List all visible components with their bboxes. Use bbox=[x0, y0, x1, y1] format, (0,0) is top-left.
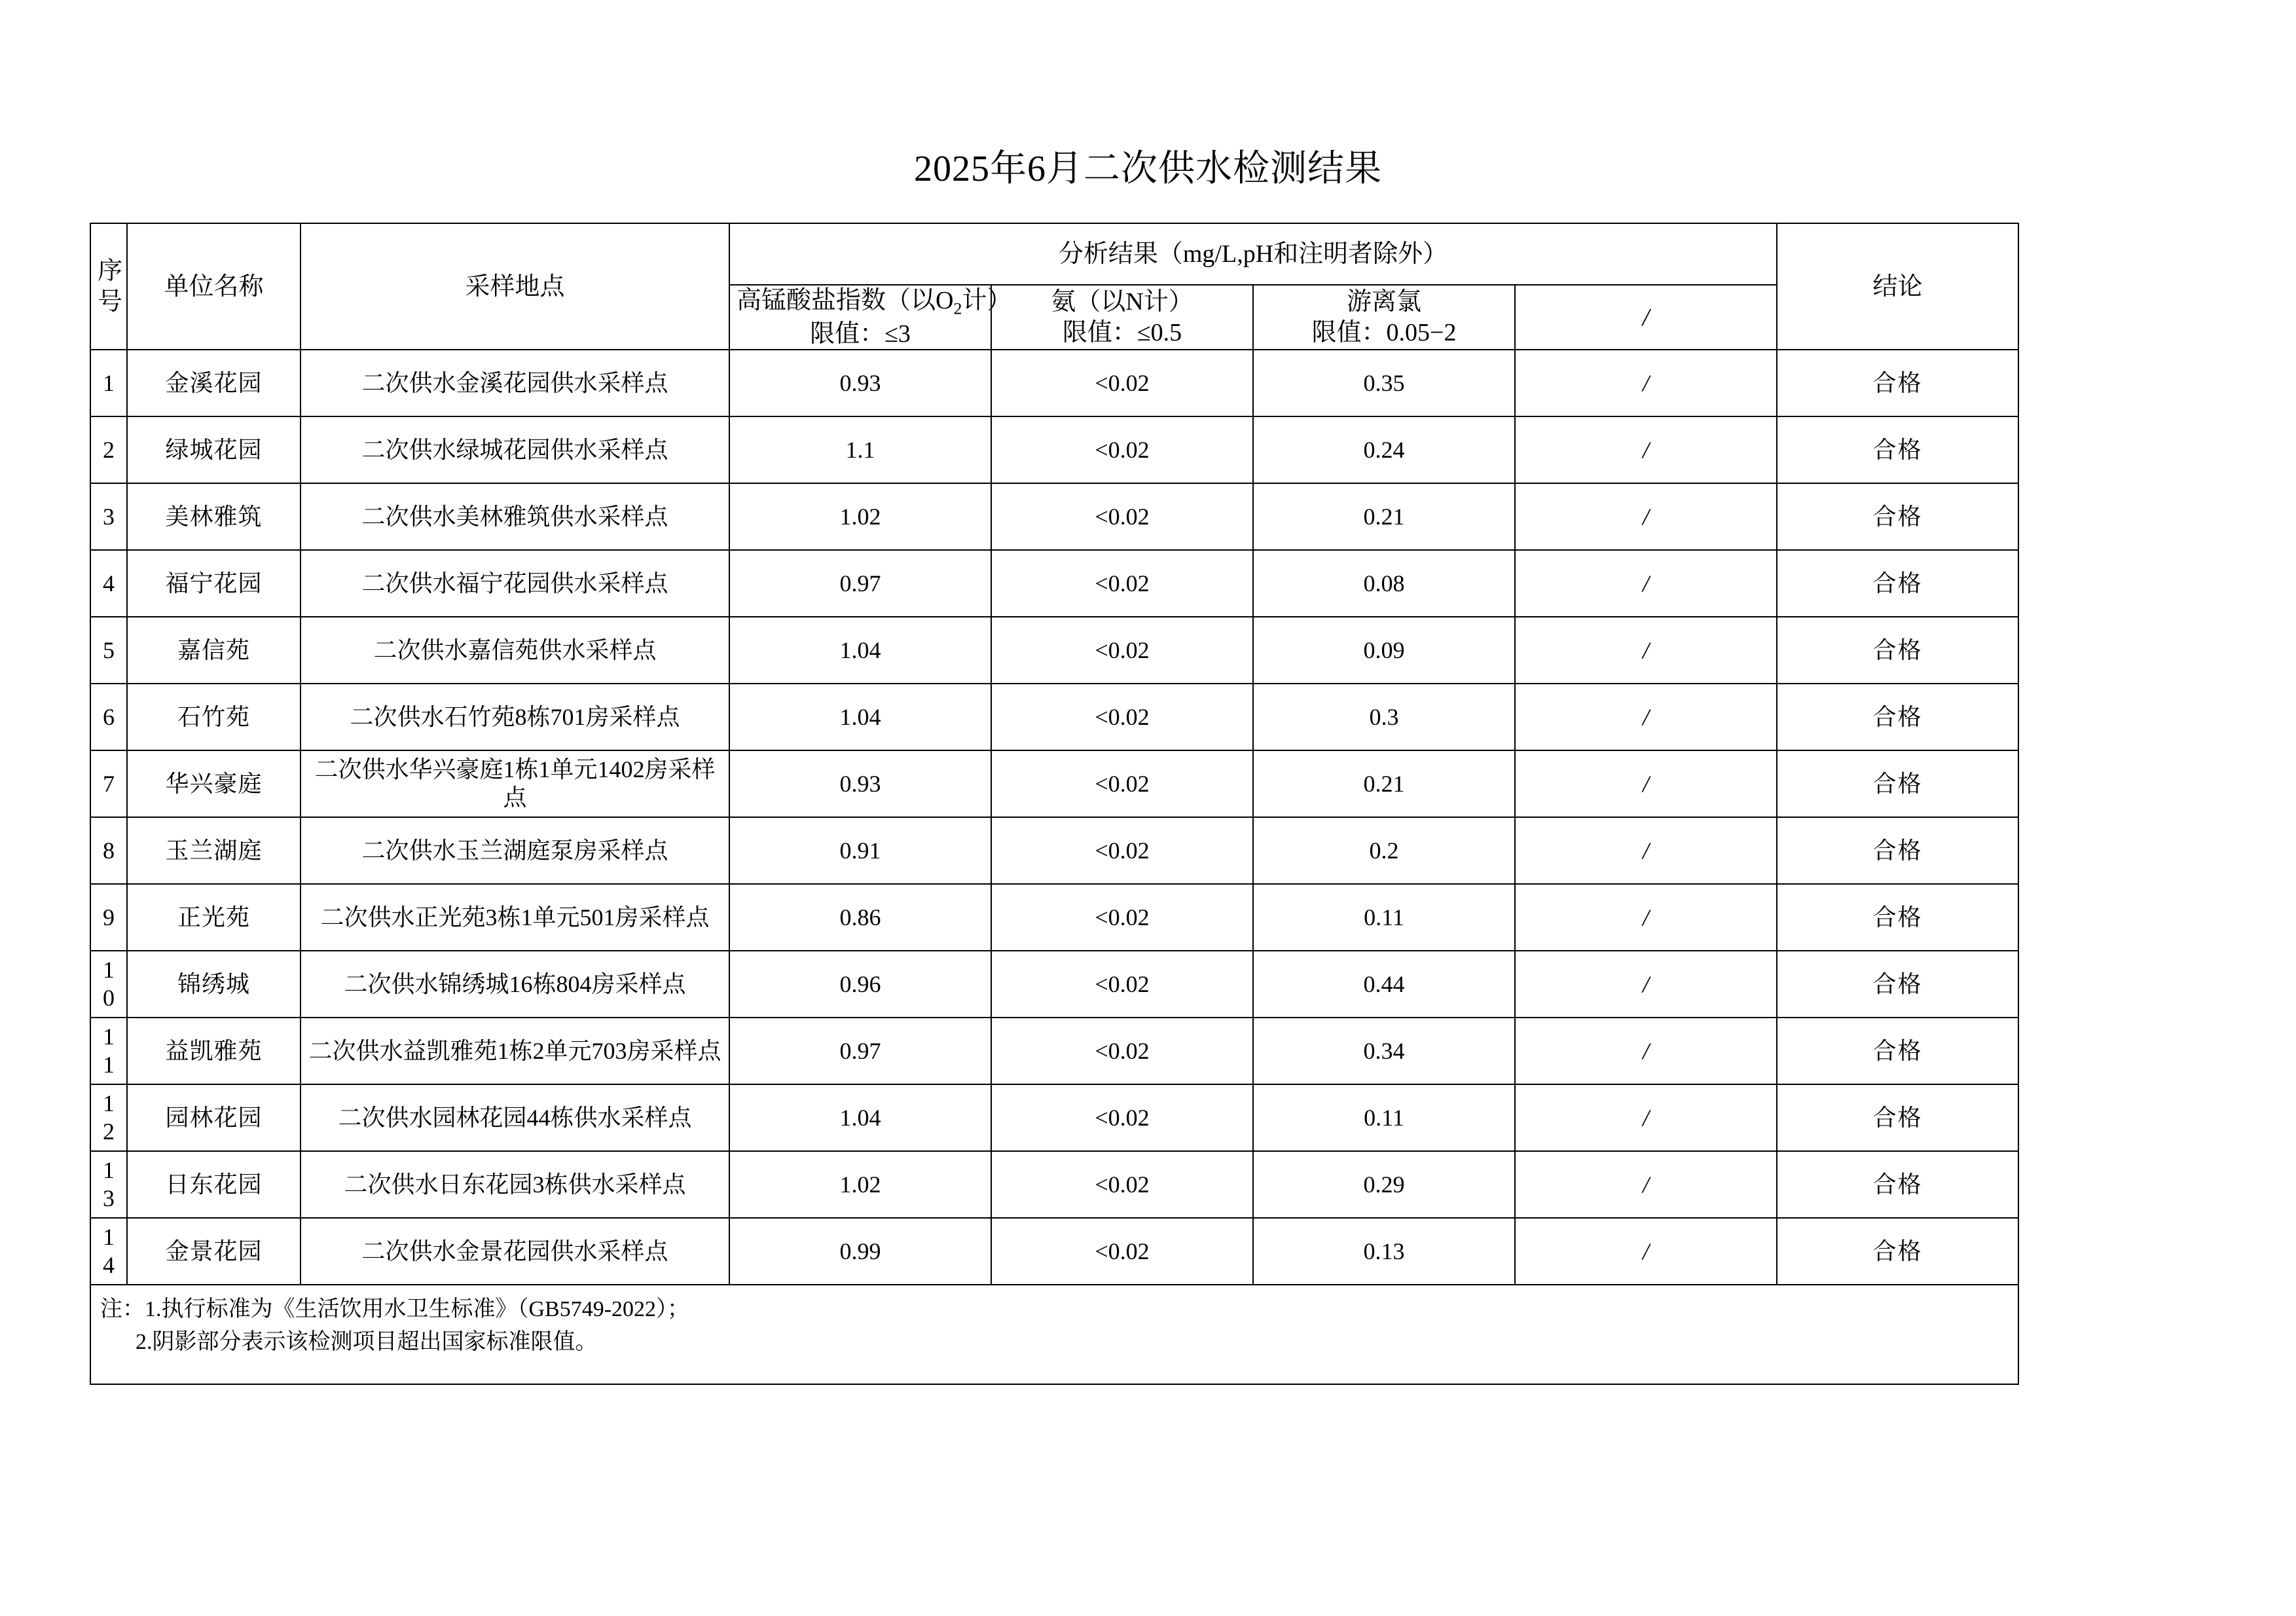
table-row bbox=[90, 684, 2018, 750]
cell-sampling-site: 二次供水嘉信苑供水采样点 bbox=[301, 617, 729, 684]
cell-unused: / bbox=[1515, 350, 1777, 416]
cell-sampling-site: 二次供水益凯雅苑1栋2单元703房采样点 bbox=[301, 1018, 729, 1084]
cell-ammonia: <0.02 bbox=[991, 1218, 1253, 1285]
cell-conclusion: 合格 bbox=[1777, 1151, 2018, 1218]
cell-sampling-site: 二次供水美林雅筑供水采样点 bbox=[301, 483, 729, 550]
cell-unit-name: 嘉信苑 bbox=[127, 617, 301, 684]
cell-permanganate: 0.97 bbox=[729, 550, 991, 617]
cell-conclusion: 合格 bbox=[1777, 416, 2018, 483]
cell-unused: / bbox=[1515, 1218, 1777, 1285]
cell-unit-name: 福宁花园 bbox=[127, 550, 301, 617]
cell-unused: / bbox=[1515, 617, 1777, 684]
cell-ammonia: <0.02 bbox=[991, 483, 1253, 550]
cell-unit-name: 华兴豪庭 bbox=[127, 750, 301, 817]
table-row bbox=[90, 483, 2018, 550]
free-chlorine-label: 游离氯 bbox=[1346, 288, 1421, 316]
cell-free-chlorine: 0.09 bbox=[1253, 617, 1515, 684]
cell-conclusion: 合格 bbox=[1777, 951, 2018, 1018]
cell-unit-name: 绿城花园 bbox=[127, 416, 301, 483]
free-chlorine-limit: 限值：0.05−2 bbox=[1311, 318, 1457, 346]
table-row bbox=[90, 1018, 2018, 1084]
column-header-analysis-results-group: 分析结果（mg/L,pH和注明者除外） bbox=[729, 223, 1777, 285]
table-header-row-top bbox=[90, 223, 2018, 285]
cell-permanganate: 0.91 bbox=[729, 817, 991, 884]
table-row bbox=[90, 750, 2018, 817]
cell-sampling-site: 二次供水锦绣城16栋804房采样点 bbox=[301, 951, 729, 1018]
cell-ammonia: <0.02 bbox=[991, 884, 1253, 951]
cell-sampling-site: 二次供水石竹苑8栋701房采样点 bbox=[301, 684, 729, 750]
cell-sampling-site: 二次供水福宁花园供水采样点 bbox=[301, 550, 729, 617]
ammonia-limit: 限值：≤0.5 bbox=[1062, 318, 1182, 346]
cell-free-chlorine: 0.21 bbox=[1253, 483, 1515, 550]
cell-unit-name: 金景花园 bbox=[127, 1218, 301, 1285]
results-table-container bbox=[90, 223, 2018, 1385]
cell-conclusion: 合格 bbox=[1777, 550, 2018, 617]
cell-sampling-site: 二次供水金溪花园供水采样点 bbox=[301, 350, 729, 416]
cell-permanganate: 1.02 bbox=[729, 1151, 991, 1218]
cell-sampling-site: 二次供水玉兰湖庭泵房采样点 bbox=[301, 817, 729, 884]
cell-unused: / bbox=[1515, 1151, 1777, 1218]
cell-ammonia: <0.02 bbox=[991, 684, 1253, 750]
table-header bbox=[90, 223, 2018, 350]
cell-ammonia: <0.02 bbox=[991, 1151, 1253, 1218]
cell-free-chlorine: 0.35 bbox=[1253, 350, 1515, 416]
cell-sequence: 9 bbox=[90, 884, 127, 951]
cell-free-chlorine: 0.11 bbox=[1253, 884, 1515, 951]
cell-conclusion: 合格 bbox=[1777, 684, 2018, 750]
column-header-unused-parameter: / bbox=[1515, 285, 1777, 350]
column-header-unit-name: 单位名称 bbox=[127, 223, 301, 350]
cell-free-chlorine: 0.11 bbox=[1253, 1084, 1515, 1151]
cell-unit-name: 日东花园 bbox=[127, 1151, 301, 1218]
cell-conclusion: 合格 bbox=[1777, 884, 2018, 951]
cell-conclusion: 合格 bbox=[1777, 483, 2018, 550]
cell-permanganate: 1.02 bbox=[729, 483, 991, 550]
cell-sequence: 1 bbox=[90, 350, 127, 416]
table-row bbox=[90, 350, 2018, 416]
cell-sequence: 4 bbox=[90, 550, 127, 617]
cell-sequence: 5 bbox=[90, 617, 127, 684]
permanganate-label-head: 高锰酸盐指数（以O bbox=[737, 287, 954, 314]
column-header-ammonia bbox=[991, 285, 1253, 350]
table-body bbox=[90, 350, 2018, 1384]
cell-unused: / bbox=[1515, 750, 1777, 817]
cell-permanganate: 0.97 bbox=[729, 1018, 991, 1084]
table-row bbox=[90, 617, 2018, 684]
ammonia-label: 氨（以N计） bbox=[1051, 288, 1194, 316]
cell-conclusion: 合格 bbox=[1777, 1218, 2018, 1285]
cell-sequence: 12 bbox=[90, 1084, 127, 1151]
note-line-shading: 2.阴影部分表示该检测项目超出国家标准限值。 bbox=[136, 1329, 598, 1354]
cell-unused: / bbox=[1515, 884, 1777, 951]
cell-ammonia: <0.02 bbox=[991, 750, 1253, 817]
note-line-standard: 注：1.执行标准为《生活饮用水卫生标准》（GB5749-2022）； bbox=[100, 1297, 690, 1322]
cell-unit-name: 石竹苑 bbox=[127, 684, 301, 750]
cell-sampling-site: 二次供水华兴豪庭1栋1单元1402房采样点 bbox=[301, 750, 729, 817]
cell-conclusion: 合格 bbox=[1777, 1018, 2018, 1084]
permanganate-label-tail: 计） bbox=[962, 287, 1012, 314]
cell-unused: / bbox=[1515, 483, 1777, 550]
column-header-permanganate-index bbox=[729, 285, 1012, 350]
cell-conclusion: 合格 bbox=[1777, 750, 2018, 817]
cell-sampling-site: 二次供水园林花园44栋供水采样点 bbox=[301, 1084, 729, 1151]
cell-sampling-site: 二次供水绿城花园供水采样点 bbox=[301, 416, 729, 483]
cell-ammonia: <0.02 bbox=[991, 617, 1253, 684]
cell-free-chlorine: 0.13 bbox=[1253, 1218, 1515, 1285]
cell-sequence: 3 bbox=[90, 483, 127, 550]
cell-ammonia: <0.02 bbox=[991, 416, 1253, 483]
cell-free-chlorine: 0.24 bbox=[1253, 416, 1515, 483]
cell-ammonia: <0.02 bbox=[991, 350, 1253, 416]
cell-unit-name: 美林雅筑 bbox=[127, 483, 301, 550]
cell-sequence: 14 bbox=[90, 1218, 127, 1285]
cell-sequence: 6 bbox=[90, 684, 127, 750]
cell-unused: / bbox=[1515, 1018, 1777, 1084]
cell-unit-name: 玉兰湖庭 bbox=[127, 817, 301, 884]
cell-unit-name: 金溪花园 bbox=[127, 350, 301, 416]
table-row bbox=[90, 951, 2018, 1018]
cell-unit-name: 园林花园 bbox=[127, 1084, 301, 1151]
cell-conclusion: 合格 bbox=[1777, 1084, 2018, 1151]
table-row bbox=[90, 817, 2018, 884]
cell-free-chlorine: 0.2 bbox=[1253, 817, 1515, 884]
cell-permanganate: 1.1 bbox=[729, 416, 991, 483]
table-row bbox=[90, 1084, 2018, 1151]
permanganate-limit: 限值：≤3 bbox=[810, 320, 911, 348]
column-header-sampling-site: 采样地点 bbox=[301, 223, 729, 350]
cell-sequence: 2 bbox=[90, 416, 127, 483]
water-quality-results-table bbox=[90, 223, 2019, 1385]
cell-unit-name: 正光苑 bbox=[127, 884, 301, 951]
cell-free-chlorine: 0.29 bbox=[1253, 1151, 1515, 1218]
table-row bbox=[90, 1151, 2018, 1218]
cell-conclusion: 合格 bbox=[1777, 617, 2018, 684]
cell-ammonia: <0.02 bbox=[991, 817, 1253, 884]
table-row bbox=[90, 416, 2018, 483]
cell-free-chlorine: 0.21 bbox=[1253, 750, 1515, 817]
cell-unused: / bbox=[1515, 817, 1777, 884]
cell-conclusion: 合格 bbox=[1777, 350, 2018, 416]
cell-permanganate: 1.04 bbox=[729, 1084, 991, 1151]
cell-sequence: 11 bbox=[90, 1018, 127, 1084]
cell-unused: / bbox=[1515, 951, 1777, 1018]
cell-ammonia: <0.02 bbox=[991, 951, 1253, 1018]
cell-permanganate: 0.96 bbox=[729, 951, 991, 1018]
cell-ammonia: <0.02 bbox=[991, 1018, 1253, 1084]
cell-sequence: 8 bbox=[90, 817, 127, 884]
table-row bbox=[90, 550, 2018, 617]
cell-sampling-site: 二次供水正光苑3栋1单元501房采样点 bbox=[301, 884, 729, 951]
table-row bbox=[90, 884, 2018, 951]
column-header-sequence: 序 号 bbox=[90, 223, 127, 350]
cell-permanganate: 0.93 bbox=[729, 350, 991, 416]
table-row bbox=[90, 1218, 2018, 1285]
table-notes-cell bbox=[90, 1285, 2018, 1384]
column-header-conclusion: 结论 bbox=[1777, 223, 2018, 350]
table-notes-row bbox=[90, 1285, 2018, 1384]
cell-unused: / bbox=[1515, 550, 1777, 617]
cell-sequence: 13 bbox=[90, 1151, 127, 1218]
cell-free-chlorine: 0.3 bbox=[1253, 684, 1515, 750]
cell-sequence: 10 bbox=[90, 951, 127, 1018]
cell-free-chlorine: 0.08 bbox=[1253, 550, 1515, 617]
cell-free-chlorine: 0.44 bbox=[1253, 951, 1515, 1018]
cell-free-chlorine: 0.34 bbox=[1253, 1018, 1515, 1084]
cell-unit-name: 益凯雅苑 bbox=[127, 1018, 301, 1084]
cell-sequence: 7 bbox=[90, 750, 127, 817]
cell-unused: / bbox=[1515, 684, 1777, 750]
cell-permanganate: 0.93 bbox=[729, 750, 991, 817]
cell-permanganate: 0.86 bbox=[729, 884, 991, 951]
cell-permanganate: 1.04 bbox=[729, 684, 991, 750]
cell-unused: / bbox=[1515, 416, 1777, 483]
permanganate-subscript: 2 bbox=[953, 299, 962, 318]
cell-sampling-site: 二次供水日东花园3栋供水采样点 bbox=[301, 1151, 729, 1218]
cell-permanganate: 1.04 bbox=[729, 617, 991, 684]
cell-unit-name: 锦绣城 bbox=[127, 951, 301, 1018]
cell-ammonia: <0.02 bbox=[991, 550, 1253, 617]
cell-sampling-site: 二次供水金景花园供水采样点 bbox=[301, 1218, 729, 1285]
cell-unused: / bbox=[1515, 1084, 1777, 1151]
cell-conclusion: 合格 bbox=[1777, 817, 2018, 884]
column-header-free-chlorine bbox=[1253, 285, 1515, 350]
cell-permanganate: 0.99 bbox=[729, 1218, 991, 1285]
cell-ammonia: <0.02 bbox=[991, 1084, 1253, 1151]
page-title: 2025年6月二次供水检测结果 bbox=[914, 149, 1382, 189]
